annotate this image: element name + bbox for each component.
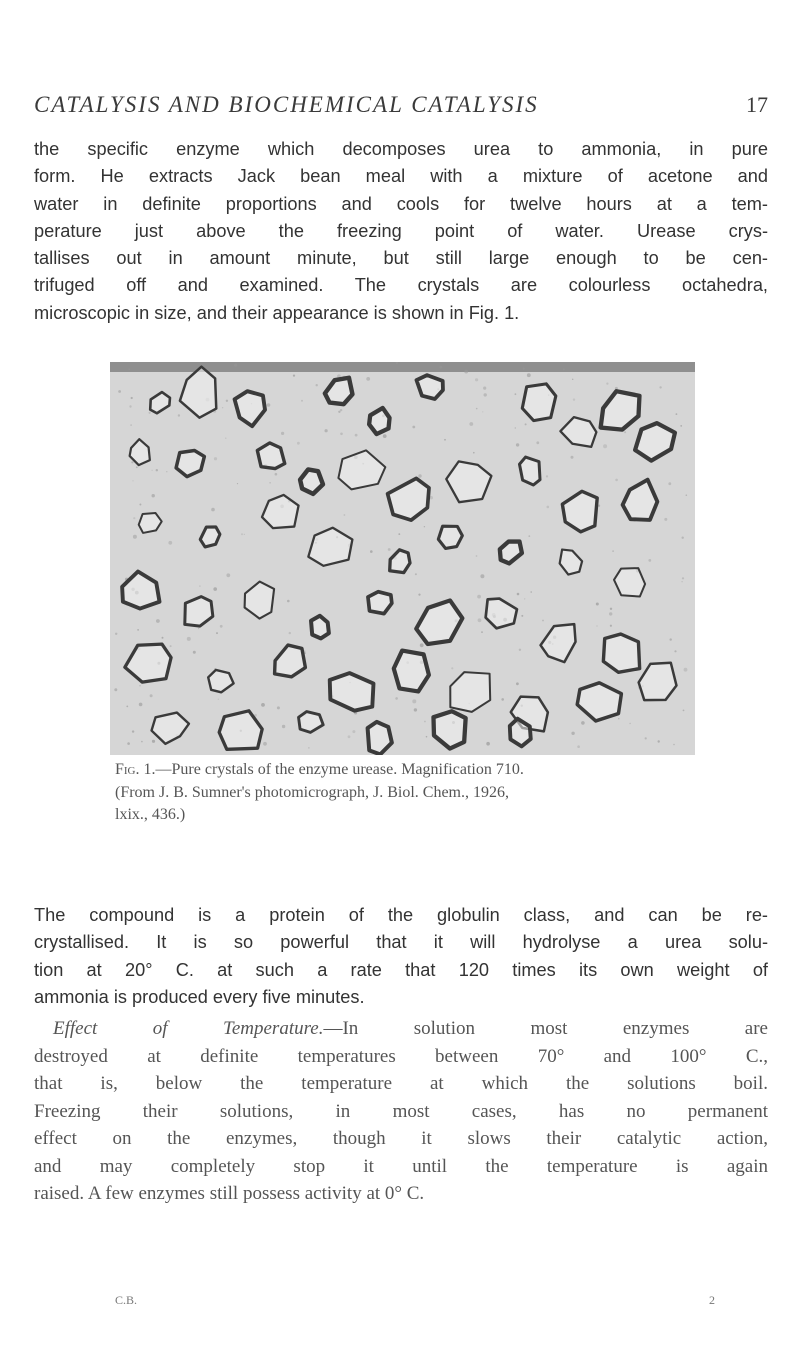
speckle [684, 668, 688, 672]
speckle [166, 471, 167, 472]
speckle [478, 618, 482, 622]
speckle [528, 535, 530, 537]
speckle [133, 535, 137, 539]
speckle [571, 456, 574, 459]
speckle [198, 628, 199, 629]
speckle [395, 697, 398, 700]
urease-crystals-photomicrograph [110, 362, 695, 755]
speckle [476, 408, 478, 410]
text-line: form. He extracts Jack bean meal with a mixture of acetone and [34, 166, 768, 187]
speckle [444, 439, 446, 441]
speckle [275, 473, 278, 476]
speckle [610, 625, 612, 627]
caption-line: lxix., 436.) [115, 806, 186, 823]
speckle [316, 384, 318, 386]
speckle [473, 452, 475, 454]
speckle [519, 649, 521, 651]
speckle [482, 411, 483, 412]
speckle [156, 469, 158, 471]
text-line: ammonia is produced every five minutes. [34, 986, 365, 1007]
speckle [130, 424, 131, 425]
speckle [241, 533, 243, 535]
section-heading: Effect of Temperature. [53, 1018, 324, 1039]
speckle [355, 434, 358, 437]
speckle [484, 393, 487, 396]
figure-label: Fig. 1. [115, 761, 156, 778]
speckle [476, 555, 478, 557]
paragraph-globulin [34, 902, 768, 1011]
speckle [344, 514, 346, 516]
speckle [301, 400, 303, 402]
speckle [481, 631, 483, 633]
speckle [234, 364, 237, 367]
speckle [131, 397, 133, 399]
speckle [530, 591, 532, 593]
speckle [289, 632, 291, 634]
speckle [615, 479, 618, 482]
speckle [524, 598, 525, 599]
speckle [139, 504, 141, 506]
speckle [308, 747, 309, 748]
speckle [226, 573, 230, 577]
speckle [596, 603, 599, 606]
speckle [475, 378, 478, 381]
speckle [244, 534, 245, 535]
speckle [414, 708, 417, 711]
signature-number: 2 [709, 1293, 715, 1307]
speckle [152, 494, 155, 497]
speckle [152, 740, 155, 743]
speckle [156, 619, 160, 623]
speckle [686, 494, 688, 496]
speckle [658, 740, 660, 742]
speckle [348, 735, 351, 738]
page-number: 17 [746, 92, 768, 117]
figure-caption [115, 759, 695, 827]
speckle [287, 600, 290, 603]
speckle [469, 422, 473, 426]
speckle [517, 593, 520, 596]
speckle [220, 625, 223, 628]
speckle [420, 643, 424, 647]
speckle [516, 682, 519, 685]
speckle [477, 595, 481, 599]
speckle [388, 548, 391, 551]
speckle [213, 587, 217, 591]
speckle [128, 368, 130, 370]
speckle [131, 461, 133, 463]
speckle [426, 736, 428, 738]
speckle [218, 699, 219, 700]
speckle [412, 426, 415, 429]
speckle [187, 637, 191, 641]
speckle [222, 407, 223, 408]
speckle [645, 737, 647, 739]
speckle [199, 585, 200, 586]
speckle [149, 412, 151, 414]
text-line: The compound is a protein of the globulin class, and can be re- [34, 905, 768, 925]
text-line: Freezing their solutions, in most cases, has no permanent [34, 1100, 768, 1122]
text-line: the specific enzyme which decomposes urea to ammonia, in pure [34, 139, 768, 159]
text-line: Effect of Temperature.—In solution most enzymes are [53, 1018, 768, 1039]
speckle [546, 475, 548, 477]
speckle [178, 414, 180, 416]
running-head [34, 92, 768, 124]
speckle [610, 608, 612, 610]
speckle [139, 685, 141, 687]
speckle [536, 441, 539, 444]
text-line: perature just above the freezing point of water. Urease crys- [34, 220, 768, 241]
speckle [118, 390, 121, 393]
speckle [516, 443, 519, 446]
speckle [501, 698, 504, 701]
speckle [572, 379, 573, 380]
speckle [451, 667, 453, 669]
speckle [673, 744, 675, 746]
speckle [681, 581, 682, 582]
caption-line [115, 759, 695, 782]
speckle [603, 444, 607, 448]
speckle [211, 508, 215, 512]
photomicrograph-image [110, 362, 695, 755]
text-line: effect on the enzymes, though it slows their catalytic action, [34, 1128, 768, 1149]
speckle [668, 482, 671, 485]
speckle [226, 400, 228, 402]
speckle [624, 431, 626, 433]
text-line: crystallised. It is so powerful that it will hydrolyse a urea solu- [34, 932, 768, 953]
text-line: destroyed at definite temperatures between 70° and 100° C., [34, 1045, 768, 1067]
speckle [137, 629, 139, 631]
speckle [114, 688, 117, 691]
speckle [133, 517, 135, 519]
speckle [352, 730, 355, 733]
speckle [263, 742, 267, 746]
speckle [542, 620, 544, 622]
speckle [170, 645, 172, 647]
speckle [648, 559, 651, 562]
text-line: tion at 20° C. at such a rate that 120 times its own weight of [34, 959, 768, 980]
speckle [674, 650, 676, 652]
text-line: trifuged off and examined. The crystals are colourless octahedra, [34, 275, 768, 296]
running-title: CATALYSIS AND BIOCHEMICAL CATALYSIS [34, 92, 539, 117]
speckle [139, 703, 143, 707]
speckle [168, 541, 172, 545]
speckle [293, 375, 295, 377]
speckle [269, 482, 271, 484]
speckle [609, 612, 612, 615]
speckle [115, 633, 117, 635]
speckle [325, 429, 328, 432]
speckle [670, 638, 672, 640]
speckle [527, 373, 531, 377]
text-line: microscopic in size, and their appearance is shown in Fig. 1. [34, 302, 520, 323]
speckle [225, 438, 226, 439]
speckle [606, 383, 608, 385]
speckle [141, 741, 143, 743]
text-line: water in definite proportions and cools for twelve hours at a tem- [34, 193, 768, 214]
page-footer [115, 1293, 715, 1313]
speckle [383, 434, 387, 438]
speckle [612, 550, 614, 552]
speckle [412, 699, 416, 703]
speckle [366, 377, 370, 381]
speckle [486, 742, 490, 746]
signature-mark: C.B. [115, 1293, 138, 1307]
speckle [162, 637, 164, 639]
speckle [132, 480, 133, 481]
speckle [682, 577, 684, 579]
speckle [340, 409, 342, 411]
speckle [216, 632, 218, 634]
speckle [150, 694, 153, 697]
speckle [424, 526, 425, 527]
speckle [370, 550, 373, 553]
speckle [193, 651, 196, 654]
text-line: that is, below the temperature at which the solutions boil. [34, 1073, 768, 1094]
paragraph-urease-preparation [34, 136, 768, 327]
speckle [267, 403, 271, 407]
speckle [659, 386, 661, 388]
speckle [418, 594, 420, 596]
caption-line: (From J. B. Sumner's photomicrograph, J. Biol. Chem., 1926, [115, 783, 509, 801]
speckle [523, 368, 525, 370]
speckle [281, 432, 284, 435]
speckle [237, 483, 238, 484]
speckle [682, 537, 684, 539]
speckle [127, 742, 130, 745]
speckle [581, 721, 585, 725]
speckle [152, 470, 153, 471]
speckle [297, 442, 300, 445]
speckle [577, 745, 580, 748]
speckle [480, 574, 484, 578]
speckle [340, 433, 343, 436]
speckle [132, 730, 134, 732]
speckle [464, 370, 468, 374]
speckle [525, 423, 527, 425]
speckle [214, 457, 217, 460]
speckle [563, 368, 565, 370]
speckle [676, 413, 678, 415]
speckle [415, 573, 417, 575]
speckle [680, 425, 682, 427]
speckle [521, 615, 523, 617]
paragraph-effect-of-temperature [34, 1015, 768, 1208]
speckle [282, 725, 285, 728]
speckle [277, 706, 280, 709]
speckle [573, 398, 575, 400]
speckle [439, 366, 442, 369]
speckle [515, 393, 517, 395]
speckle [664, 518, 667, 521]
speckle [571, 732, 574, 735]
speckle [483, 387, 486, 390]
speckle [261, 703, 265, 707]
speckle [129, 405, 131, 407]
speckle [136, 466, 138, 468]
speckle [418, 474, 421, 477]
speckle [629, 723, 630, 724]
speckle [596, 625, 597, 626]
speckle [424, 721, 426, 723]
speckle [398, 533, 400, 535]
speckle [547, 506, 550, 509]
speckle [618, 718, 619, 719]
speckle [683, 710, 685, 712]
speckle [338, 411, 340, 413]
speckle [126, 706, 128, 708]
text-line: raised. A few enzymes still possess activity at 0° C. [34, 1183, 425, 1204]
caption-text: —Pure crystals of the enzyme urease. Magnification 710. [155, 761, 524, 778]
text-line: tallises out in amount minute, but still large enough to be cen- [34, 248, 768, 269]
text-line: and may completely stop it until the temperature is again [34, 1155, 768, 1177]
speckle [515, 427, 516, 428]
